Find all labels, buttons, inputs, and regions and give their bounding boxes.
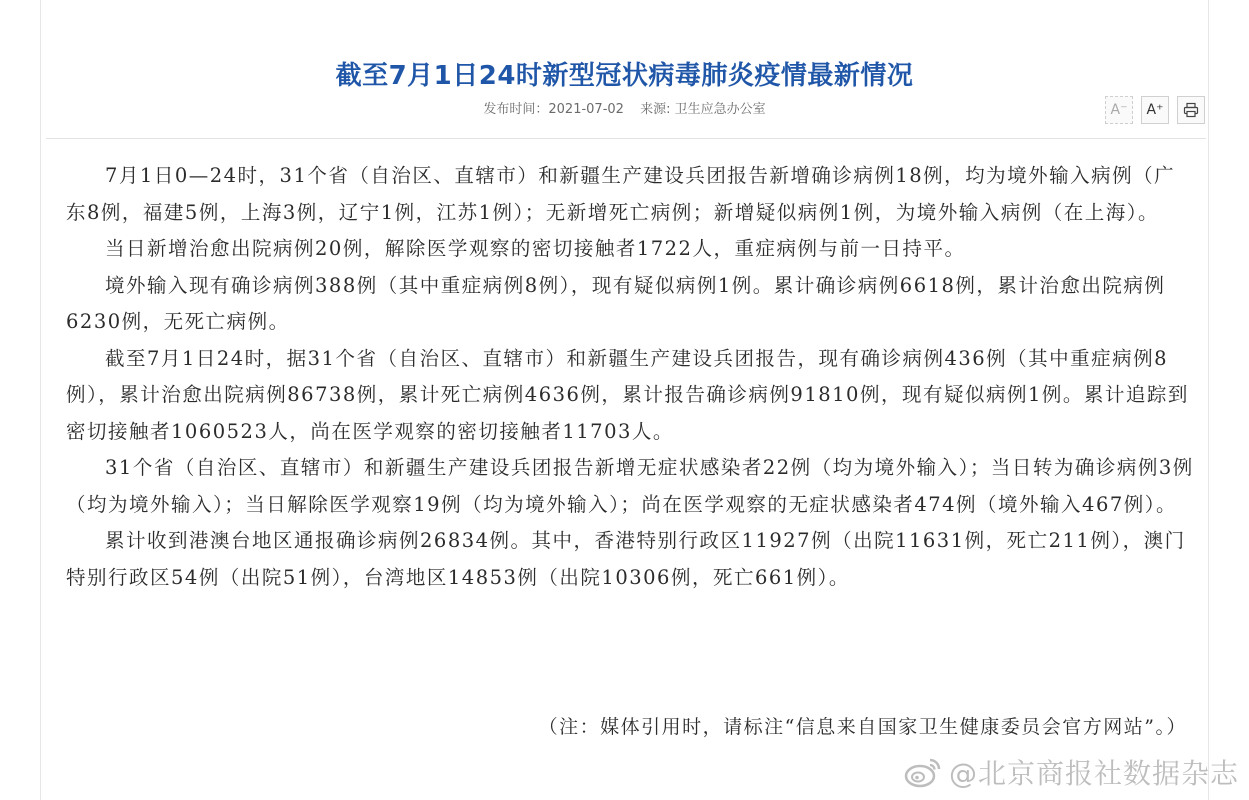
article-tools: [1105, 96, 1205, 124]
article-body: [66, 158, 1196, 596]
paragraph: 7月1日0—24时，31个省（自治区、直辖市）和新疆生产建设兵团报告新增确诊病例18例，均为境外输入病例（广东8例，福建5例，上海3例，辽宁1例，江苏1例）；无新增死亡病例；新增疑似病例1例，为境外输入病例（在上海）。: [66, 164, 1176, 224]
paragraph: 累计收到港澳台地区通报确诊病例26834例。其中，香港特别行政区11927例（出院11631例，死亡211例），澳门特别行政区54例（出院51例），台湾地区14853例（出院10306例，死亡661例）。: [66, 529, 1186, 589]
font-increase-button[interactable]: A⁺: [1141, 96, 1169, 124]
paragraph: 当日新增治愈出院病例20例，解除医学观察的密切接触者1722人，重症病例与前一日持平。: [105, 237, 966, 260]
article-meta: [0, 98, 1249, 117]
source-label: 来源: 卫生应急办公室: [640, 102, 766, 117]
printer-icon: [1183, 102, 1199, 118]
header-divider: [46, 138, 1206, 139]
publish-date: 发布时间：2021-07-02: [483, 102, 624, 117]
weibo-icon: [903, 755, 943, 789]
citation-note: （注：媒体引用时，请标注“信息来自国家卫生健康委员会官方网站”。）: [538, 716, 1187, 738]
page-title: 截至7月1日24时新型冠状病毒肺炎疫情最新情况: [335, 61, 914, 92]
paragraph: 境外输入现有确诊病例388例（其中重症病例8例），现有疑似病例1例。累计确诊病例6618例，累计治愈出院病例6230例，无死亡病例。: [66, 273, 1166, 333]
font-decrease-button[interactable]: A⁻: [1105, 96, 1133, 124]
paragraph: 截至7月1日24时，据31个省（自治区、直辖市）和新疆生产建设兵团报告，现有确诊病例436例（其中重症病例8例），累计治愈出院病例86738例，累计死亡病例4636例，累计报告确诊病例91810例，现有疑似病例1例。累计追踪到密切接触者1060523人，尚在医学观察的密切接触者11703人。: [66, 346, 1189, 443]
watermark: [903, 752, 1239, 792]
print-button[interactable]: [1177, 96, 1205, 124]
paragraph: 31个省（自治区、直辖市）和新疆生产建设兵团报告新增无症状感染者22例（均为境外输入）；当日转为确诊病例3例（均为境外输入）；当日解除医学观察19例（均为境外输入）；尚在医学观察的无症状感染者474例（境外输入467例）。: [66, 456, 1194, 516]
watermark-text: @北京商报社数据杂志: [948, 757, 1239, 790]
